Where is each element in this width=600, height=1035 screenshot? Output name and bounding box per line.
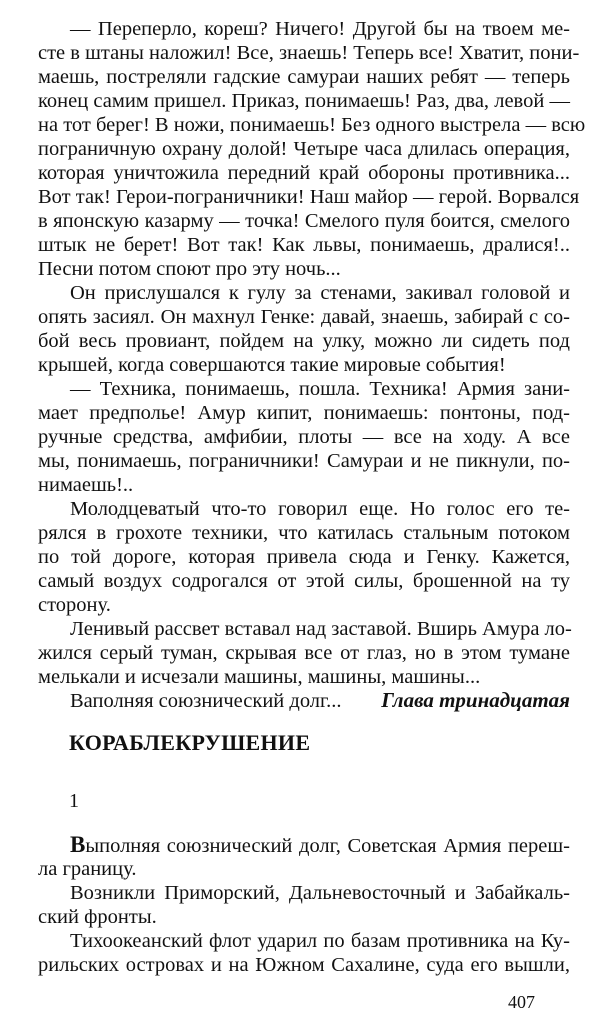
text-line: нимаешь!.. — [38, 474, 134, 496]
text-line: рялся в грохоте техники, что катилась стальным потоком — [38, 522, 570, 544]
text-line: ский фронты. — [38, 906, 157, 928]
text-line: маешь, постреляли гадские самураи наших ребят — теперь — [38, 66, 570, 88]
text-line: пограничную охрану долой! Четыре часа длилась операция, — [38, 138, 570, 160]
text-line: Вот так! Герои-пограничники! Наш майор — герой. Ворвался — [38, 186, 580, 208]
text-line: конец самим пришел. Приказ, понимаешь! Раз, два, левой — — [38, 90, 570, 112]
text-line: мелькали и исчезали машины, машины, машины... — [38, 666, 481, 688]
text-line: Тихоокеанский флот ударил по базам противника на Ку- — [70, 930, 570, 952]
text-line-rest: ыполняя союзнический долг, Советская Армия переш- — [85, 835, 570, 857]
text-line: жился серый туман, скрывая все от глаз, но в этом тумане — [38, 642, 570, 664]
text-line: мы, понимаешь, пограничники! Самураи и не пикнули, по- — [38, 450, 570, 472]
text-line: сторону. — [38, 594, 111, 616]
text-line: Песни потом споют про эту ночь... — [38, 258, 341, 280]
text-line: сте в штаны наложил! Все, знаешь! Теперь все! Хватит, пони- — [38, 42, 580, 64]
text-line: ручные средства, амфибии, плоты — все на ходу. А все — [38, 426, 570, 448]
text-line: ла границу. — [38, 858, 137, 880]
text-line: самый воздух содрогался от этой силы, брошенной на ту — [38, 570, 570, 592]
text-line: — Техника, понимаешь, пошла. Техника! Армия зани- — [70, 378, 570, 400]
text-line: Он прислушался к гулу за стенами, закивал головой и — [70, 282, 570, 304]
text-line: мает предполье! Амур кипит, понимаешь: понтоны, под- — [38, 402, 570, 424]
section-number: 1 — [69, 790, 79, 812]
text-line: рильских островах и на Южном Сахалине, суда его вышли, — [38, 954, 570, 976]
chapter-title: КОРАБЛЕКРУШЕНИЕ — [69, 730, 311, 755]
drop-cap: В — [70, 832, 86, 857]
text-line: Возникли Приморский, Дальневосточный и Забайкаль- — [70, 882, 570, 904]
text-line: штык не берет! Вот так! Как львы, понимаешь, дралися!.. — [38, 234, 570, 256]
text-line: крышей, когда совершаются такие мировые события! — [38, 354, 506, 376]
text-line: — Переперло, кореш? Ничего! Другой бы на твоем ме- — [70, 18, 570, 40]
text-line: опять засиял. Он махнул Генке: давай, знаешь, забирай с со- — [38, 306, 570, 328]
chapter-label: Глава тринадцатая — [381, 688, 570, 712]
text-line: бой весь провиант, пойдем на улку, можно ли сидеть под — [38, 330, 570, 352]
page-number: 407 — [508, 992, 535, 1012]
text-line: в японскую казарму — точка! Смелого пуля боится, смелого — [38, 210, 570, 232]
text-line: Ваполняя союзнический долг... — [70, 690, 342, 712]
text-line: Молодцеватый что-то говорил еще. Но голос его те- — [70, 498, 570, 520]
text-line: которая уничтожила передний край обороны противника... — [38, 162, 570, 184]
text-line: по той дороге, которая привела сюда и Генку. Кажется, — [38, 546, 570, 568]
text-line — [70, 832, 570, 858]
text-line: Ленивый рассвет вставал над заставой. Вширь Амура ло- — [70, 618, 572, 640]
text-line: на тот берег! В ножи, понимаешь! Без одного выстрела — всю — [38, 114, 586, 136]
